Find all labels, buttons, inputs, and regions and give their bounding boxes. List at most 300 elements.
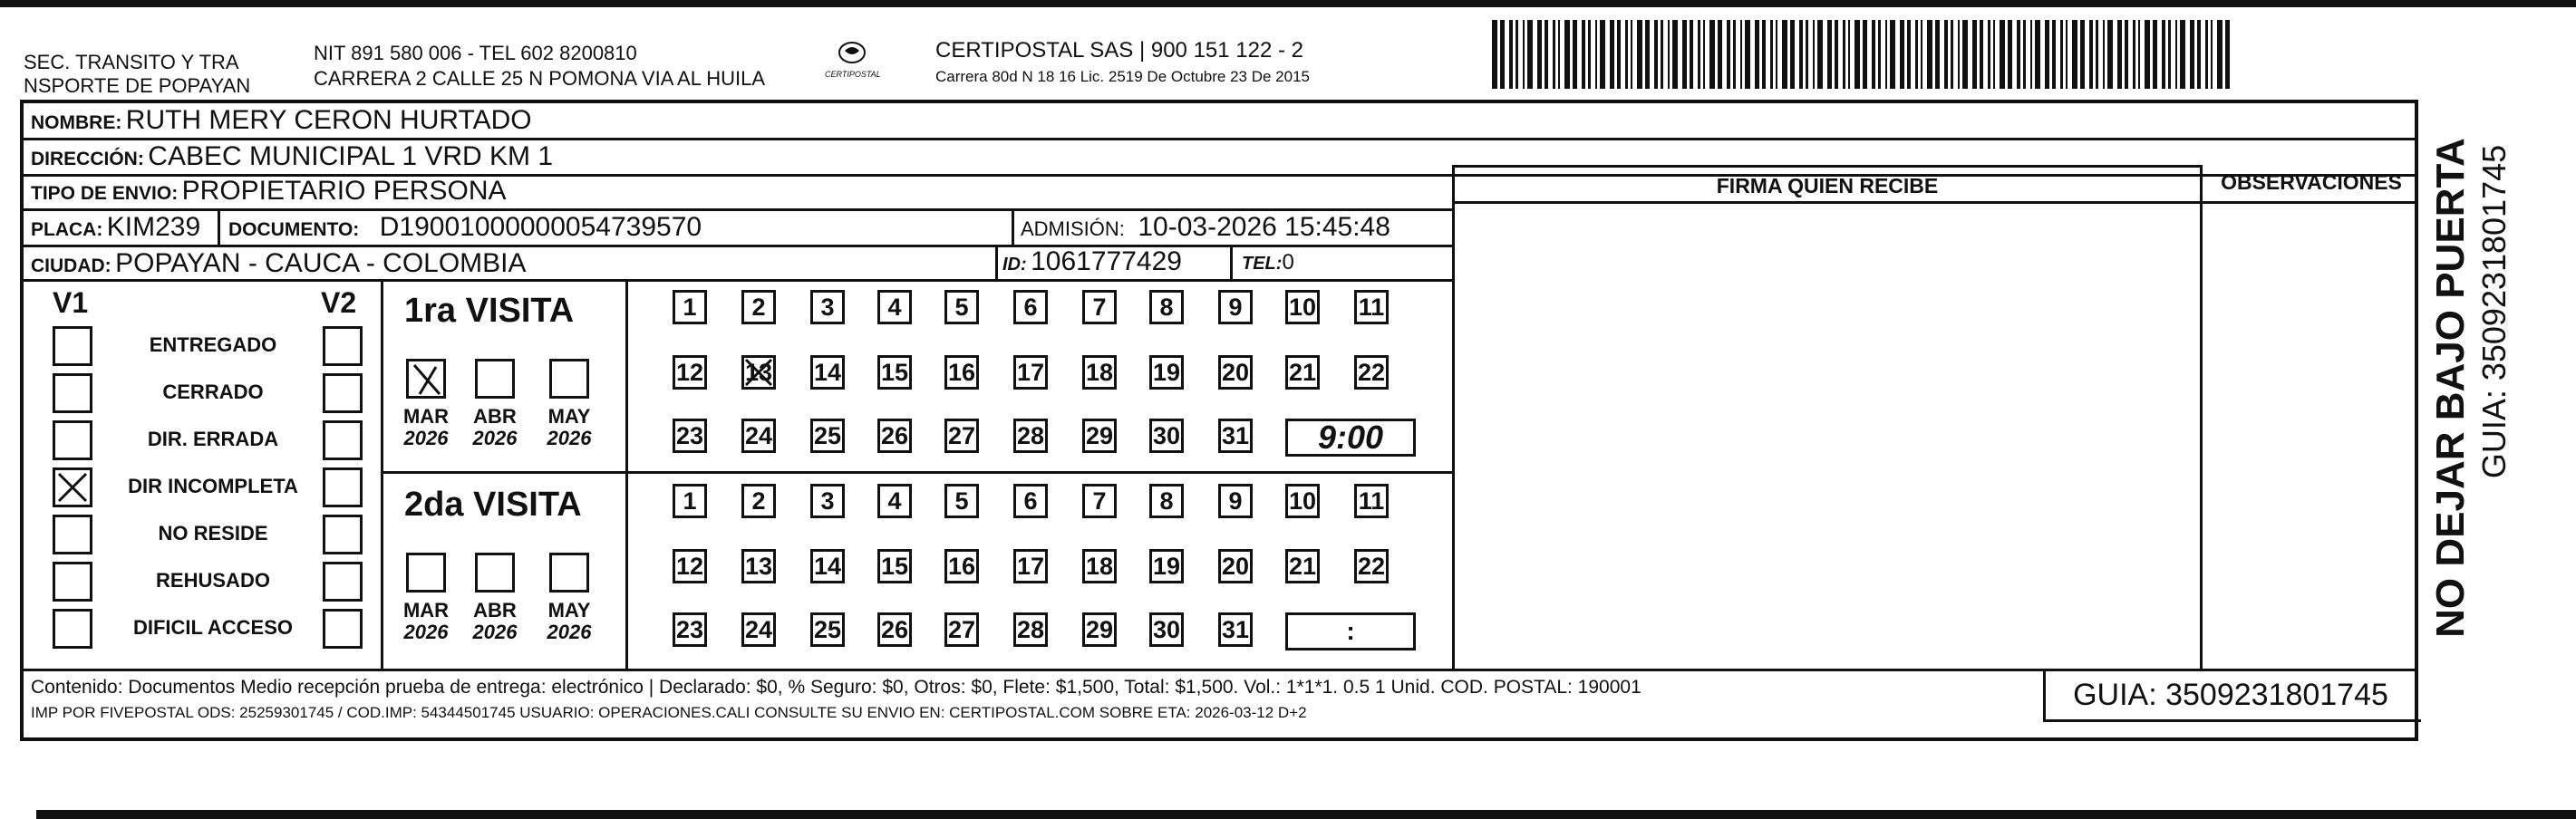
barcode-bar xyxy=(1972,20,1977,89)
day-box[interactable] xyxy=(741,484,776,518)
day-box[interactable] xyxy=(1082,355,1117,390)
barcode-bar xyxy=(1835,20,1838,89)
day-number: 25 xyxy=(813,615,842,643)
status-label: DIR INCOMPLETA xyxy=(128,475,298,497)
v1-checkbox[interactable] xyxy=(53,467,92,507)
day-box[interactable] xyxy=(877,355,912,390)
day-number: 19 xyxy=(1152,552,1181,580)
day-box[interactable] xyxy=(673,612,707,647)
barcode-bar xyxy=(1885,20,1887,89)
day-box[interactable] xyxy=(810,290,845,324)
day-box[interactable] xyxy=(741,290,776,324)
day-box[interactable] xyxy=(1149,612,1184,647)
barcode-bar xyxy=(1962,20,1968,89)
nombre-label: NOMBRE: xyxy=(31,112,122,133)
v1-checkbox[interactable] xyxy=(53,562,92,602)
barcode-bar xyxy=(1790,20,1795,89)
v1-label: V1 xyxy=(53,286,89,319)
v1-checkbox[interactable] xyxy=(53,515,92,554)
nombre-value: RUTH MERY CERON HURTADO xyxy=(125,105,532,135)
barcode-bar xyxy=(2000,20,2005,89)
org-contact xyxy=(314,43,765,89)
day-box[interactable] xyxy=(1354,290,1389,324)
day-number: 21 xyxy=(1288,552,1317,580)
day-box[interactable] xyxy=(810,549,845,583)
v2-checkbox[interactable] xyxy=(323,562,363,602)
day-box[interactable] xyxy=(1013,419,1048,453)
barcode-bar xyxy=(1682,20,1687,89)
day-number: 3 xyxy=(820,487,835,515)
barcode-bar xyxy=(2197,20,2201,89)
day-number: 12 xyxy=(675,552,704,580)
id-field xyxy=(1002,248,1182,275)
barcode-bar xyxy=(1545,20,1548,89)
day-number: 21 xyxy=(1288,358,1317,386)
org-nit: NIT 891 580 006 - TEL 602 8200810 xyxy=(314,42,637,64)
barcode-bar xyxy=(1600,20,1605,89)
month-label xyxy=(544,406,595,449)
barcode-bar xyxy=(1770,20,1773,89)
barcode-bar xyxy=(2089,20,2093,89)
barcode-bar xyxy=(1668,20,1670,89)
barcode-bar xyxy=(2096,20,2098,89)
day-box[interactable] xyxy=(1354,484,1389,518)
barcode-bar xyxy=(2211,20,2213,89)
admision-label: ADMISIÓN: xyxy=(1021,217,1125,240)
id-label: ID: xyxy=(1002,255,1027,275)
day-box[interactable] xyxy=(944,612,979,647)
placa-value: KIM239 xyxy=(106,212,201,242)
placa-field xyxy=(31,214,200,241)
org-address: CARRERA 2 CALLE 25 N POMONA VIA AL HUILA xyxy=(314,67,766,90)
day-box[interactable] xyxy=(810,612,845,647)
day-box[interactable] xyxy=(944,355,979,390)
month-year: 2026 xyxy=(547,621,592,644)
month-name: MAY xyxy=(547,405,591,428)
day-box[interactable] xyxy=(1285,290,1320,324)
day-number: 12 xyxy=(675,358,704,386)
day-box[interactable] xyxy=(877,612,912,647)
barcode-bar xyxy=(1631,20,1632,89)
day-number: 2 xyxy=(751,293,766,321)
barcode-bar xyxy=(2153,20,2157,89)
barcode-bar xyxy=(1709,20,1715,89)
day-number: 30 xyxy=(1152,615,1181,643)
barcode-bar xyxy=(1921,20,1922,89)
barcode-bar xyxy=(2225,20,2230,89)
day-number: 10 xyxy=(1288,487,1317,515)
day-number: 22 xyxy=(1357,358,1386,386)
barcode-bar xyxy=(1733,20,1736,89)
day-number: 22 xyxy=(1357,552,1386,580)
v1-checkbox[interactable] xyxy=(53,609,92,649)
day-box[interactable] xyxy=(810,419,845,453)
barcode-bar xyxy=(2060,20,2063,89)
time-value: : xyxy=(1346,617,1355,645)
direccion-field xyxy=(31,143,553,170)
barcode-bar xyxy=(1516,20,1518,89)
barcode-bar xyxy=(1698,20,1700,89)
tel-field xyxy=(1242,252,1294,274)
observaciones-header: OBSERVACIONES xyxy=(2221,170,2402,194)
company-name: CERTIPOSTAL SAS | 900 151 122 - 2 xyxy=(935,38,1303,63)
day-number: 23 xyxy=(675,421,704,449)
day-number: 14 xyxy=(813,552,842,580)
v2-checkbox[interactable] xyxy=(323,515,363,554)
side-warning: NO DEJAR BAJO PUERTA xyxy=(2428,138,2473,638)
day-number: 7 xyxy=(1092,293,1107,321)
barcode-bar xyxy=(1625,20,1628,89)
barcode-bar xyxy=(2030,20,2032,89)
barcode-bar xyxy=(2052,20,2056,89)
guia-box-text: GUIA: 3509231801745 xyxy=(2073,678,2388,712)
org-name-line1: SEC. TRANSITO Y TRA xyxy=(24,51,239,73)
day-number: 7 xyxy=(1092,487,1107,515)
visit1-title: 1ra VISITA xyxy=(404,292,575,330)
firma-header: FIRMA QUIEN RECIBE xyxy=(1716,174,1939,198)
status-label: ENTREGADO xyxy=(149,333,277,356)
day-box[interactable] xyxy=(1218,355,1253,390)
day-box[interactable] xyxy=(1149,484,1184,518)
barcode-bar xyxy=(1872,20,1875,89)
documento-label: DOCUMENTO: xyxy=(228,219,360,240)
day-box[interactable] xyxy=(810,355,845,390)
day-box[interactable] xyxy=(944,290,979,324)
day-number: 26 xyxy=(880,615,909,643)
footer-imp: IMP POR FIVEPOSTAL ODS: 25259301745 / COD.IMP: 54344501745 USUARIO: OPERACIONES.CALI CONSULTE SU ENVIO EN: CERTIPOSTAL.COM SOBRE ETA: 2026-03-12 D+2 xyxy=(31,704,1307,721)
month-name: MAY xyxy=(547,599,591,621)
day-box[interactable] xyxy=(1013,549,1048,583)
day-number: 13 xyxy=(744,358,773,386)
day-number: 1 xyxy=(683,487,697,515)
day-number: 4 xyxy=(887,293,902,321)
logo-text: CERTIPOSTAL xyxy=(825,70,881,79)
company-info xyxy=(935,40,1310,84)
status-label: NO RESIDE xyxy=(158,522,268,544)
day-box[interactable] xyxy=(1285,484,1320,518)
day-number: 28 xyxy=(1016,421,1045,449)
day-box[interactable] xyxy=(1013,290,1048,324)
day-number: 6 xyxy=(1023,487,1038,515)
status-label: DIR. ERRADA xyxy=(147,428,279,450)
barcode-bar xyxy=(2017,20,2020,89)
month-label xyxy=(401,600,451,643)
day-box[interactable] xyxy=(1285,355,1320,390)
barcode-bar xyxy=(2103,20,2105,89)
v2-checkbox[interactable] xyxy=(323,373,363,413)
day-box[interactable] xyxy=(1218,290,1253,324)
day-number: 3 xyxy=(820,293,835,321)
time-box[interactable] xyxy=(1285,612,1416,650)
day-number: 14 xyxy=(813,358,842,386)
v2-checkbox[interactable] xyxy=(323,326,363,366)
day-number: 10 xyxy=(1288,293,1317,321)
day-box[interactable] xyxy=(1218,612,1253,647)
month-checkbox[interactable] xyxy=(549,359,589,399)
firma-column xyxy=(1452,165,2203,669)
barcode-bar xyxy=(1988,20,1990,89)
v2-checkbox[interactable] xyxy=(323,609,363,649)
time-box[interactable] xyxy=(1285,419,1416,457)
barcode-bar xyxy=(1553,20,1555,89)
scan-edge-bottom xyxy=(36,810,2576,819)
day-box[interactable] xyxy=(673,484,707,518)
barcode-bar xyxy=(1755,20,1759,89)
day-box[interactable] xyxy=(944,419,979,453)
month-name: MAR xyxy=(402,405,450,428)
day-box[interactable] xyxy=(877,290,912,324)
day-box[interactable] xyxy=(1013,612,1048,647)
day-box[interactable] xyxy=(1013,355,1048,390)
barcode-bar xyxy=(1855,20,1860,89)
day-number: 18 xyxy=(1085,552,1114,580)
barcode-bar xyxy=(1848,20,1850,89)
barcode-bar xyxy=(1907,20,1911,89)
day-number: 1 xyxy=(683,293,697,321)
month-name: MAR xyxy=(402,599,450,621)
barcode-bar xyxy=(2205,20,2208,89)
barcode-bar xyxy=(1900,20,1904,89)
barcode-bar xyxy=(2125,20,2128,89)
day-box[interactable] xyxy=(741,355,776,390)
barcode-bar xyxy=(1813,20,1815,89)
day-number: 11 xyxy=(1358,293,1385,321)
tipo-field xyxy=(31,178,507,205)
day-number: 29 xyxy=(1085,615,1114,643)
barcode-bar xyxy=(2117,20,2122,89)
ciudad-field xyxy=(31,250,527,277)
barcode-bar xyxy=(1740,20,1742,89)
day-number: 27 xyxy=(947,421,976,449)
org-name xyxy=(24,53,250,96)
day-box[interactable] xyxy=(673,549,707,583)
day-box[interactable] xyxy=(810,484,845,518)
v2-checkbox[interactable] xyxy=(323,467,363,507)
barcode-bar xyxy=(1523,20,1525,89)
barcode-bar xyxy=(2107,20,2113,89)
nombre-field xyxy=(31,107,532,134)
barcode-bar xyxy=(2023,20,2026,89)
barcode-bar xyxy=(1573,20,1577,89)
barcode-bar xyxy=(1672,20,1678,89)
barcode-bar xyxy=(2066,20,2068,89)
barcode-bar xyxy=(1718,20,1722,89)
visit-panel-border xyxy=(381,279,383,669)
day-number: 4 xyxy=(887,487,902,515)
month-year: 2026 xyxy=(547,427,592,450)
day-box[interactable] xyxy=(1218,549,1253,583)
day-box[interactable] xyxy=(673,290,707,324)
barcode-bar xyxy=(2168,20,2171,89)
month-label xyxy=(544,600,595,643)
day-box[interactable] xyxy=(741,419,776,453)
org-name-line2: NSPORTE DE POPAYAN xyxy=(24,74,251,97)
day-box[interactable] xyxy=(1218,419,1253,453)
day-number: 11 xyxy=(1358,487,1385,515)
day-box[interactable] xyxy=(877,419,912,453)
day-box[interactable] xyxy=(1218,484,1253,518)
day-number: 15 xyxy=(880,552,909,580)
day-number: 20 xyxy=(1221,552,1250,580)
company-address: Carrera 80d N 18 16 Lic. 2519 De Octubre 23 De 2015 xyxy=(935,68,1310,85)
day-number: 19 xyxy=(1152,358,1181,386)
day-box[interactable] xyxy=(1149,290,1184,324)
month-checkbox[interactable] xyxy=(475,359,515,399)
month-label xyxy=(470,600,520,643)
barcode-bar xyxy=(2045,20,2049,89)
time-value: 9:00 xyxy=(1317,419,1384,456)
barcode-bar xyxy=(1799,20,1803,89)
barcode-bar xyxy=(2162,20,2165,89)
day-number: 5 xyxy=(954,293,969,321)
day-number: 25 xyxy=(813,421,842,449)
v1-checkbox[interactable] xyxy=(53,326,92,366)
day-box[interactable] xyxy=(1082,612,1117,647)
barcode-bar xyxy=(1527,20,1533,89)
day-box[interactable] xyxy=(673,419,707,453)
visit-title-divider xyxy=(625,279,628,669)
day-number: 31 xyxy=(1221,615,1250,643)
day-box[interactable] xyxy=(1082,549,1117,583)
scan-edge-top xyxy=(0,0,2576,7)
barcode-bar xyxy=(2008,20,2012,89)
id-value: 1061777429 xyxy=(1031,246,1182,276)
day-box[interactable] xyxy=(673,355,707,390)
barcode-bar xyxy=(1703,20,1705,89)
admision-field xyxy=(1021,214,1390,241)
tipo-value: PROPIETARIO PERSONA xyxy=(181,176,507,206)
barcode-bar xyxy=(1817,20,1823,89)
barcode-bar xyxy=(1863,20,1867,89)
month-label xyxy=(470,406,520,449)
day-box[interactable] xyxy=(1082,290,1117,324)
certipostal-logo xyxy=(814,36,890,87)
month-checkbox[interactable] xyxy=(406,553,446,593)
day-number: 9 xyxy=(1228,293,1243,321)
day-box[interactable] xyxy=(1082,484,1117,518)
barcode-bar xyxy=(2072,20,2077,89)
day-box[interactable] xyxy=(1354,355,1389,390)
day-box[interactable] xyxy=(1149,549,1184,583)
day-box[interactable] xyxy=(741,612,776,647)
month-checkbox[interactable] xyxy=(406,359,446,399)
day-box[interactable] xyxy=(877,549,912,583)
direccion-value: CABEC MUNICIPAL 1 VRD KM 1 xyxy=(148,141,554,171)
day-box[interactable] xyxy=(1149,419,1184,453)
barcode-bar xyxy=(2175,20,2177,89)
barcode-bar xyxy=(1993,20,1995,89)
barcode-bar xyxy=(2133,20,2135,89)
barcode-bar xyxy=(1492,20,1497,89)
day-number: 17 xyxy=(1016,552,1045,580)
day-number: 20 xyxy=(1221,358,1250,386)
tel-label: TEL: xyxy=(1242,254,1283,274)
month-checkbox[interactable] xyxy=(475,553,515,593)
day-number: 16 xyxy=(947,358,976,386)
ciudad-label: CIUDAD: xyxy=(31,255,111,276)
tel-value: 0 xyxy=(1282,250,1294,275)
day-number: 24 xyxy=(744,421,773,449)
barcode-bar xyxy=(1745,20,1750,89)
day-box[interactable] xyxy=(1354,549,1389,583)
barcode-bar xyxy=(1564,20,1570,89)
documento-value: D19001000000054739570 xyxy=(379,212,702,242)
barcode-bar xyxy=(1951,20,1953,89)
ciudad-value: POPAYAN - CAUCA - COLOMBIA xyxy=(115,248,527,278)
month-name: ABR xyxy=(473,599,517,621)
barcode-bar xyxy=(1776,20,1777,89)
barcode-bar xyxy=(1762,20,1766,89)
day-number: 17 xyxy=(1016,358,1045,386)
day-box[interactable] xyxy=(944,484,979,518)
status-label: DIFICIL ACCESO xyxy=(132,616,293,639)
barcode-bar xyxy=(2190,20,2194,89)
barcode-bar xyxy=(1806,20,1808,89)
barcode xyxy=(1492,20,2232,89)
barcode-bar xyxy=(1509,20,1513,89)
barcode-bar xyxy=(2138,20,2140,89)
barcode-bar xyxy=(1588,20,1591,89)
v1-checkbox[interactable] xyxy=(53,420,92,460)
day-cross-mark xyxy=(744,358,773,393)
day-number: 28 xyxy=(1016,615,1045,643)
barcode-bar xyxy=(2080,20,2085,89)
barcode-bar xyxy=(1645,20,1650,89)
day-box[interactable] xyxy=(1285,549,1320,583)
visit-divider xyxy=(381,471,1452,474)
day-number: 9 xyxy=(1228,487,1243,515)
barcode-bar xyxy=(1690,20,1693,89)
v1-checkbox[interactable] xyxy=(53,373,92,413)
v2-checkbox[interactable] xyxy=(323,420,363,460)
barcode-bar xyxy=(1558,20,1560,89)
day-number: 15 xyxy=(880,358,909,386)
barcode-bar xyxy=(1595,20,1597,89)
day-number: 2 xyxy=(751,487,766,515)
barcode-bar xyxy=(1935,20,1940,89)
barcode-bar xyxy=(2180,20,2185,89)
direccion-label: DIRECCIÓN: xyxy=(31,149,144,169)
placa-divider xyxy=(218,208,220,245)
barcode-bar xyxy=(1617,20,1621,89)
day-box[interactable] xyxy=(1013,484,1048,518)
day-box[interactable] xyxy=(1149,355,1184,390)
month-label xyxy=(401,406,451,449)
day-box[interactable] xyxy=(877,484,912,518)
day-box[interactable] xyxy=(944,549,979,583)
v2-label: V2 xyxy=(321,286,357,319)
day-number: 18 xyxy=(1085,358,1114,386)
admision-value: 10-03-2026 15:45:48 xyxy=(1138,212,1390,242)
month-year: 2026 xyxy=(403,621,449,644)
barcode-bar xyxy=(1890,20,1895,89)
barcode-bar xyxy=(1782,20,1787,89)
day-box[interactable] xyxy=(1082,419,1117,453)
barcode-bar xyxy=(1500,20,1505,89)
month-checkbox[interactable] xyxy=(549,553,589,593)
barcode-bar xyxy=(1537,20,1542,89)
day-number: 23 xyxy=(675,615,704,643)
month-year: 2026 xyxy=(472,427,518,450)
day-box[interactable] xyxy=(741,549,776,583)
month-year: 2026 xyxy=(403,427,449,450)
barcode-bar xyxy=(1610,20,1614,89)
day-number: 30 xyxy=(1152,421,1181,449)
day-number: 6 xyxy=(1023,293,1038,321)
footer-contenido: Contenido: Documentos Medio recepción prueba de entrega: electrónico | Declarado: $0, % Seguro: $0, Otros: $0, Flete: $1,500, Total: $1,500. Vol.: 1*1*1. 0.5 1 Unid. COD. POSTAL: 190001 xyxy=(31,677,1641,698)
barcode-bar xyxy=(1827,20,1832,89)
day-number: 24 xyxy=(744,615,773,643)
